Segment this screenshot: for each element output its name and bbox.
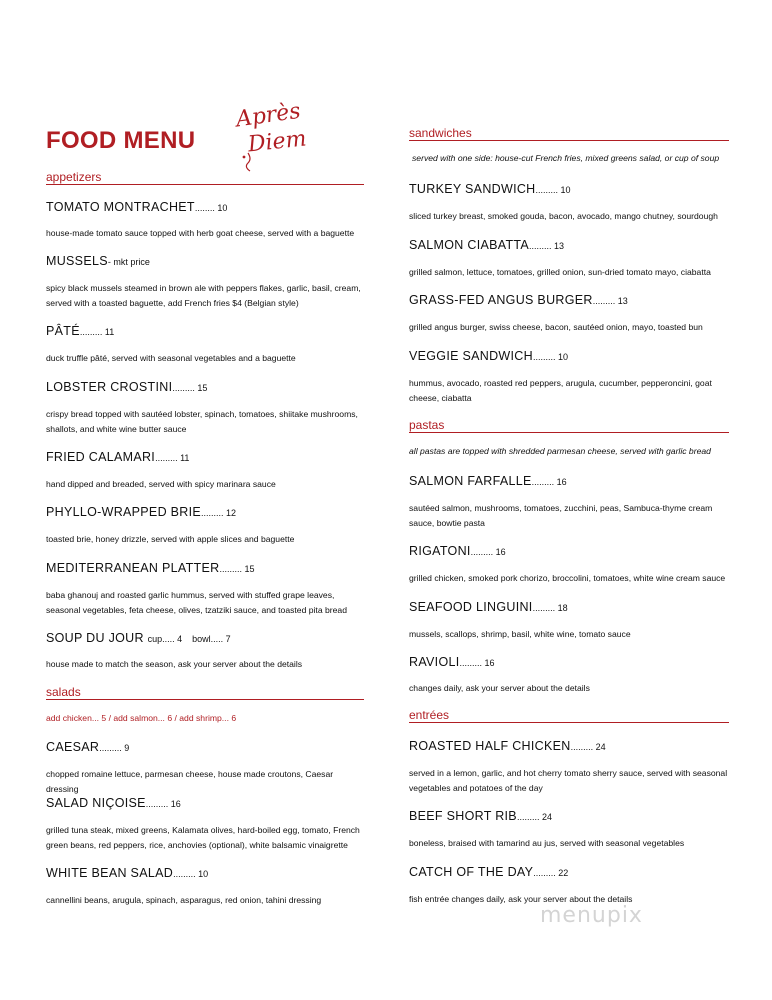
- menu-item-name: TOMATO MONTRACHET........ 10: [46, 200, 228, 214]
- menu-item-name: RAVIOLI......... 16: [409, 655, 495, 669]
- menu-item-desc: sliced turkey breast, smoked gouda, bacon, avocado, mango chutney, sourdough: [409, 211, 718, 221]
- menu-item-desc: mussels, scallops, shrimp, basil, white wine, tomato sauce: [409, 629, 631, 639]
- menu-item-desc: sautéed salmon, mushrooms, tomatoes, zucchini, peas, Sambuca-thyme cream sauce, bowtie pasta: [409, 503, 713, 528]
- section-heading-sandwiches: sandwiches: [409, 126, 729, 141]
- menu-item-name: SOUP DU JOUR cup..... 4 bowl..... 7: [46, 631, 231, 645]
- menu-item-name: CATCH OF THE DAY......... 22: [409, 865, 569, 879]
- logo-flourish-icon: [246, 153, 250, 171]
- salads-addon-note: add chicken... 5 / add salmon... 6 / add shrimp... 6: [46, 713, 237, 723]
- menu-item-desc: changes daily, ask your server about the details: [409, 683, 590, 693]
- menu-item-name: LOBSTER CROSTINI......... 15: [46, 380, 208, 394]
- menu-item-desc: boneless, braised with tamarind au jus, served with seasonal vegetables: [409, 838, 685, 848]
- menu-item-name: PÂTÉ......... 11: [46, 324, 115, 338]
- menu-item-desc: duck truffle pâté, served with seasonal vegetables and a baguette: [46, 353, 296, 363]
- menu-item-desc: served in a lemon, garlic, and hot cherry tomato sherry sauce, served with seasonal vegetables and potatoes of the day: [409, 768, 728, 793]
- menu-item-name: MEDITERRANEAN PLATTER......... 15: [46, 561, 255, 575]
- menu-item-name: PHYLLO-WRAPPED BRIE......... 12: [46, 505, 237, 519]
- logo-dot-icon: [243, 156, 246, 159]
- section-heading-entrees: entrées: [409, 708, 729, 723]
- menu-item-name: CAESAR......... 9: [46, 740, 130, 754]
- menu-item-name: FRIED CALAMARI......... 11: [46, 450, 190, 464]
- logo-word-1: Après: [234, 98, 303, 133]
- menu-item-name: ROASTED HALF CHICKEN......... 24: [409, 739, 606, 753]
- menu-item-name: BEEF SHORT RIB......... 24: [409, 809, 552, 823]
- menu-item-desc: hand dipped and breaded, served with spicy marinara sauce: [46, 479, 276, 489]
- menu-item-desc: hummus, avocado, roasted red peppers, arugula, cucumber, pepperoncini, goat cheese, ciabatta: [409, 378, 712, 403]
- menu-item-desc: house-made tomato sauce topped with herb goat cheese, served with a baguette: [46, 228, 355, 238]
- menu-item-name: SALMON CIABATTA......... 13: [409, 238, 565, 252]
- menu-item-desc: grilled chicken, smoked pork chorizo, broccolini, tomatoes, white wine cream sauce: [409, 573, 726, 583]
- logo-word-2: Diem: [246, 126, 308, 158]
- section-heading-salads: salads: [46, 685, 364, 700]
- menu-item-desc: toasted brie, honey drizzle, served with apple slices and baguette: [46, 534, 295, 544]
- menu-item-desc: grilled salmon, lettuce, tomatoes, grilled onion, sun-dried tomato mayo, ciabatta: [409, 267, 711, 277]
- menu-item-name: SALMON FARFALLE......... 16: [409, 474, 567, 488]
- sandwiches-note: served with one side: house-cut French fries, mixed greens salad, or cup of soup: [412, 153, 720, 163]
- menu-item-name: TURKEY SANDWICH......... 10: [409, 182, 571, 196]
- menu-item-name: VEGGIE SANDWICH......... 10: [409, 349, 568, 363]
- menu-item-name: SEAFOOD LINGUINI......... 18: [409, 600, 568, 614]
- menu-item-name: MUSSELS- mkt price: [46, 254, 150, 268]
- menu-item-desc: cannellini beans, arugula, spinach, asparagus, red onion, tahini dressing: [46, 895, 322, 905]
- menu-item-desc: crispy bread topped with sautéed lobster, spinach, tomatoes, shiitake mushrooms, shallots, and white wine butter sauce: [46, 409, 358, 434]
- menu-item-desc: baba ghanouj and roasted garlic hummus, served with stuffed grape leaves, seasonal vegetables, feta cheese, olives, tzatziki sauce, and toasted pita bread: [46, 590, 347, 615]
- section-heading-appetizers: appetizers: [46, 170, 364, 185]
- section-heading-pastas: pastas: [409, 418, 729, 433]
- menu-item-name: RIGATONI......... 16: [409, 544, 506, 558]
- watermark: menupix: [540, 903, 643, 928]
- menu-item-name: SALAD NIÇOISE......... 16: [46, 796, 181, 810]
- restaurant-logo: [222, 95, 322, 181]
- menu-item-desc: house made to match the season, ask your server about the details: [46, 659, 303, 669]
- menu-item-desc: chopped romaine lettuce, parmesan cheese, house made croutons, Caesar dressing: [46, 769, 334, 794]
- menu-item-name: GRASS-FED ANGUS BURGER......... 13: [409, 293, 628, 307]
- menu-item-desc: grilled angus burger, swiss cheese, bacon, sautéed onion, mayo, toasted bun: [409, 322, 703, 332]
- page-title: FOOD MENU: [46, 127, 196, 154]
- pastas-note: all pastas are topped with shredded parmesan cheese, served with garlic bread: [409, 446, 711, 456]
- menu-item-desc: spicy black mussels steamed in brown ale with peppers flakes, garlic, basil, cream, served with a toasted baguette, add French fries $4 (Belgian style): [46, 283, 361, 308]
- menu-item-desc: fish entrée changes daily, ask your server about the details: [409, 894, 633, 904]
- menu-item-name: WHITE BEAN SALAD......... 10: [46, 866, 209, 880]
- menu-item-desc: grilled tuna steak, mixed greens, Kalamata olives, hard-boiled egg, tomato, French green beans, red peppers, rice, anchovies (optional), white balsamic vinaigrette: [46, 825, 360, 850]
